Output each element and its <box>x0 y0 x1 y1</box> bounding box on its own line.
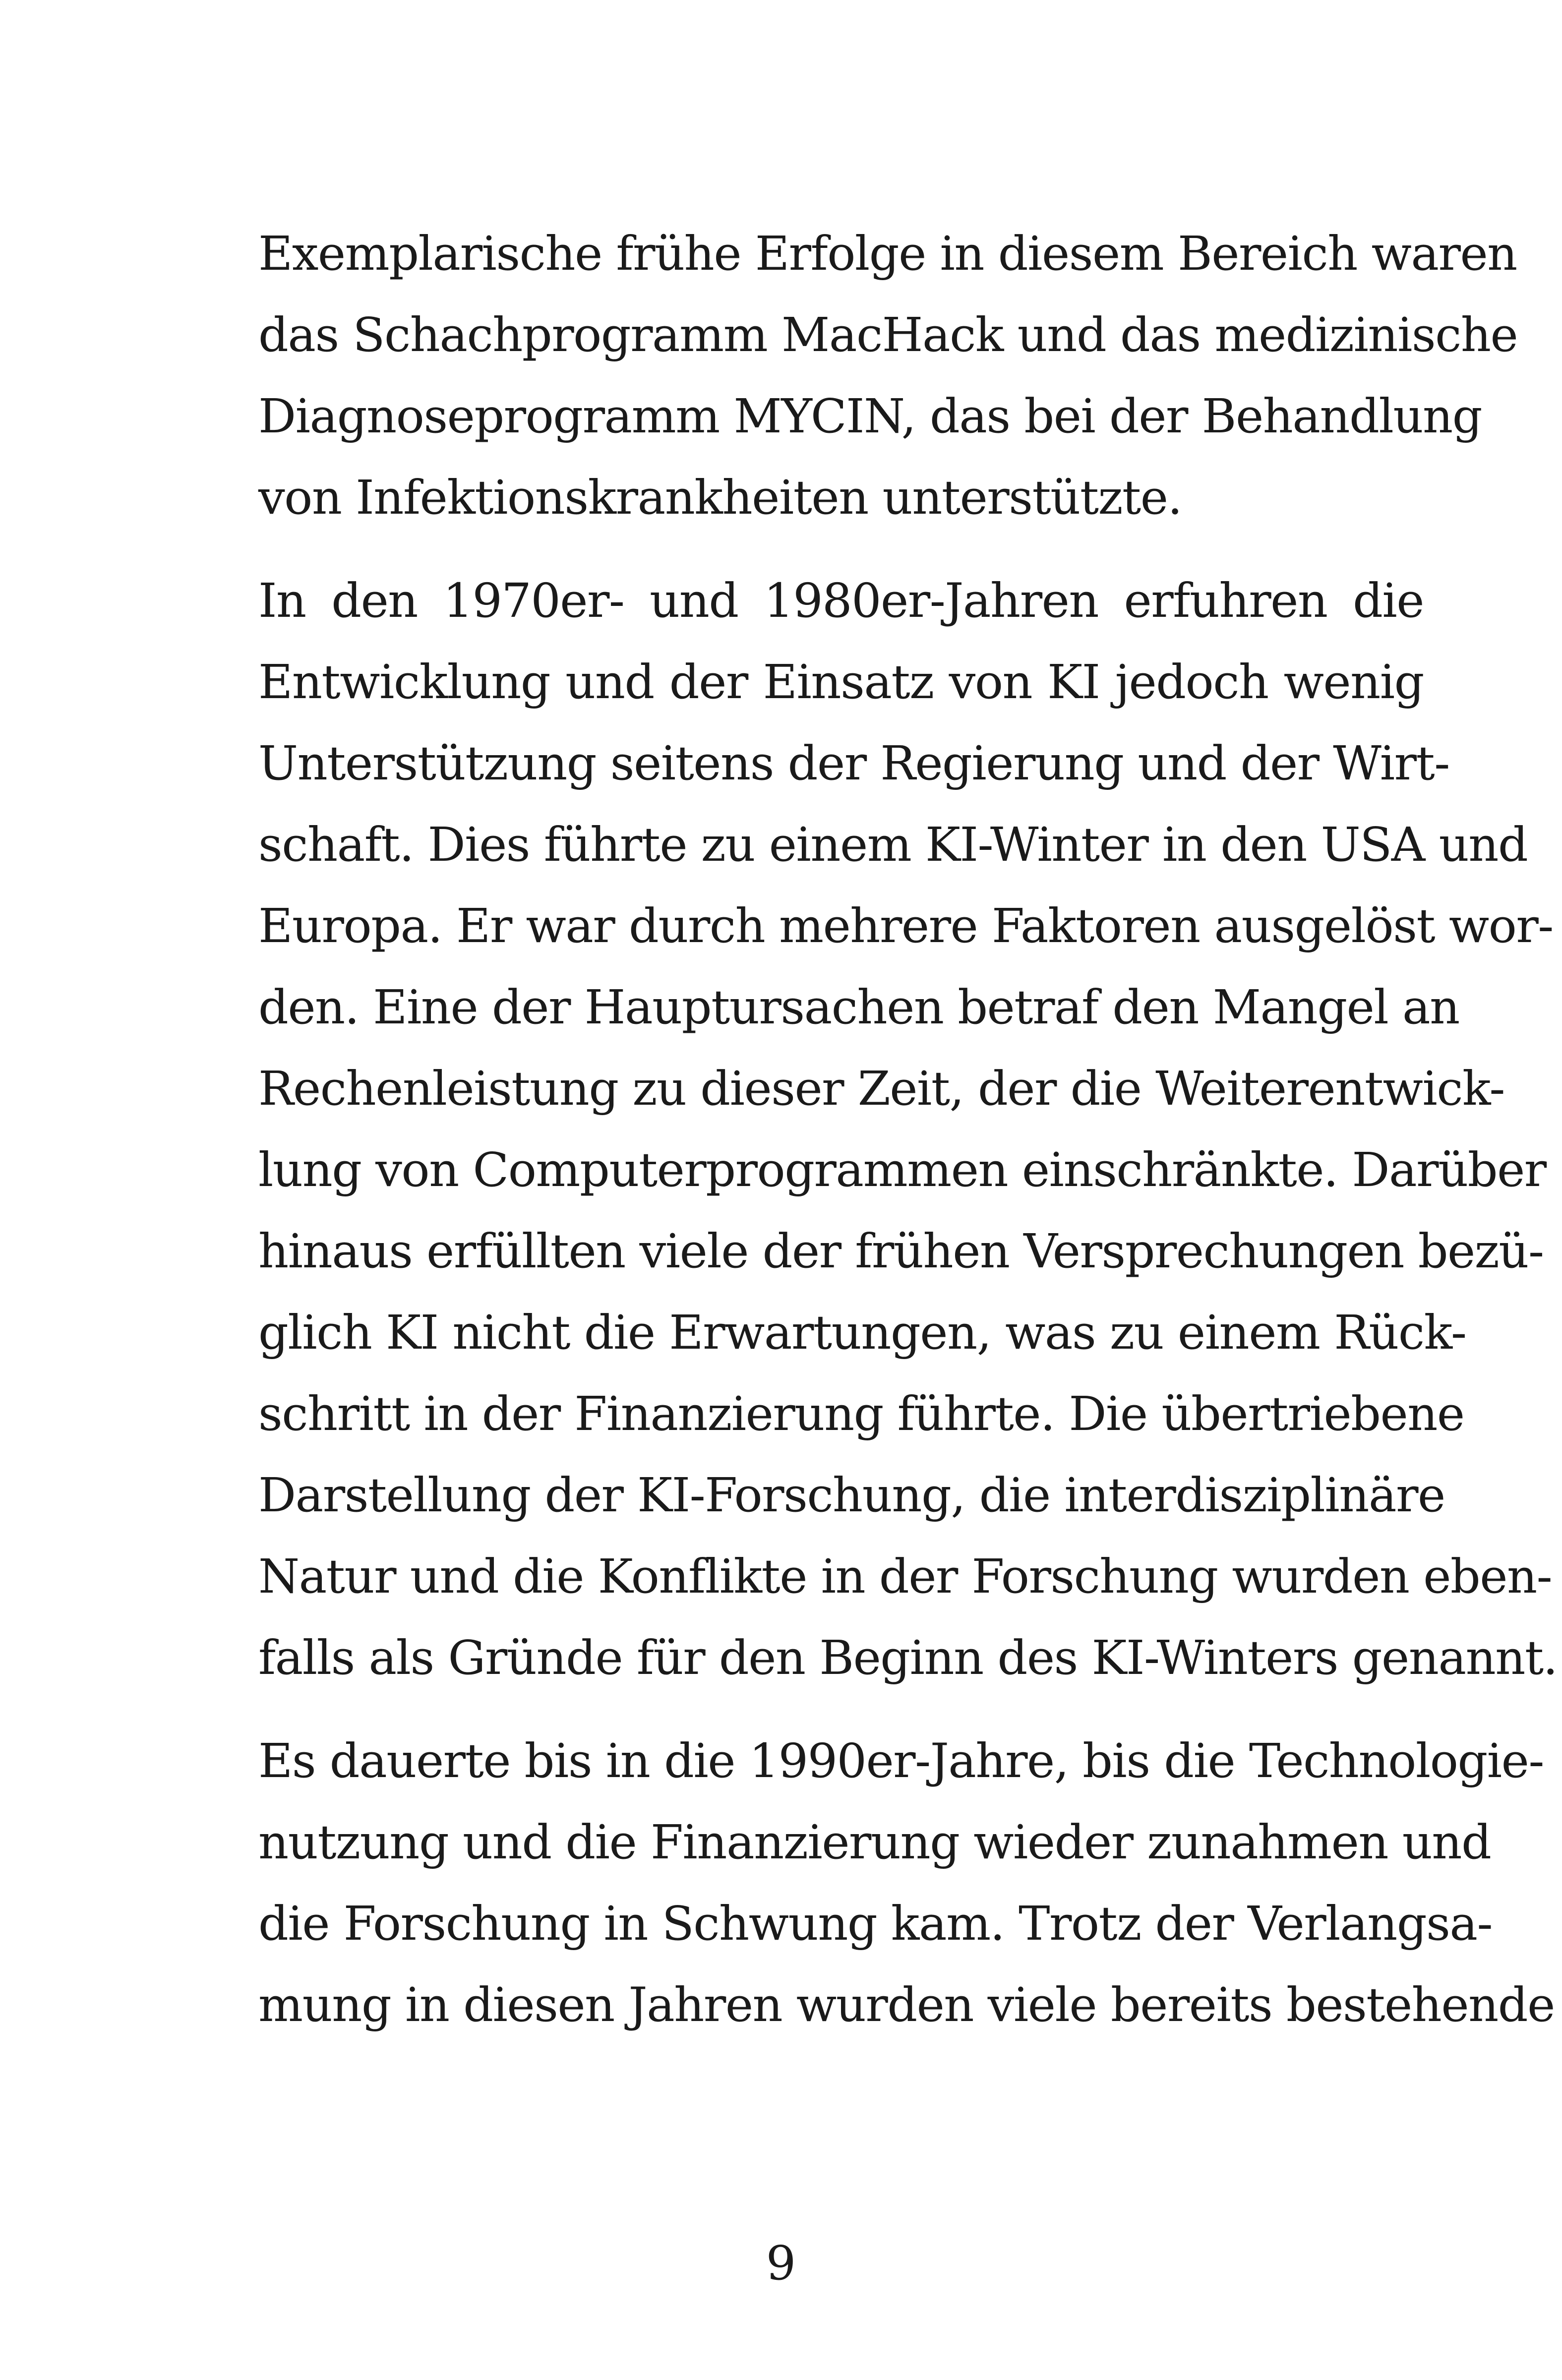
text-line: Darstellung der KI-Forschung, die interdisziplinäre <box>258 1468 1445 1523</box>
text-line: Unterstützung seitens der Regierung und der Wirt- <box>258 736 1449 791</box>
text-line: Europa. Er war durch mehrere Faktoren ausgelöst wor- <box>258 899 1553 953</box>
text-line: In den 1970er- und 1980er-Jahren erfuhren die <box>258 574 1424 628</box>
page-number: 9 <box>766 2236 796 2291</box>
paragraph-2 <box>258 560 1558 1699</box>
text-line: schritt in der Finanzierung führte. Die übertriebene <box>258 1387 1464 1441</box>
text-line: nutzung und die Finanzierung wieder zunahmen und <box>258 1815 1491 1870</box>
text-line: Rechenleistung zu dieser Zeit, der die Weiterentwick- <box>258 1062 1505 1116</box>
paragraph-3 <box>258 1721 1555 2046</box>
text-line: schaft. Dies führte zu einem KI-Winter in den USA und <box>258 818 1528 872</box>
text-line: die Forschung in Schwung kam. Trotz der Verlangsa- <box>258 1897 1493 1951</box>
text-line: lung von Computerprogrammen einschränkte. Darüber <box>258 1143 1546 1197</box>
text-line: Es dauerte bis in die 1990er-Jahre, bis die Technologie- <box>258 1734 1544 1788</box>
text-line: das Schachprogramm MacHack und das medizinische <box>258 308 1518 362</box>
text-line: Natur und die Konflikte in der Forschung wurden eben- <box>258 1549 1552 1604</box>
text-line: glich KI nicht die Erwartungen, was zu einem Rück- <box>258 1306 1466 1360</box>
body-text <box>258 213 1558 2068</box>
text-line: Exemplarische frühe Erfolge in diesem Bereich waren <box>258 227 1517 281</box>
text-line: hinaus erfüllten viele der frühen Versprechungen bezü- <box>258 1224 1544 1279</box>
text-line: den. Eine der Hauptursachen betraf den Mangel an <box>258 980 1459 1035</box>
text-line: von Infektionskrankheiten unterstützte. <box>258 471 1182 525</box>
text-line: mung in diesen Jahren wurden viele bereits bestehende <box>258 1978 1555 2032</box>
text-line: Entwicklung und der Einsatz von KI jedoch wenig <box>258 655 1424 710</box>
text-line: Diagnoseprogramm MYCIN, das bei der Behandlung <box>258 389 1482 444</box>
text-line: falls als Gründe für den Beginn des KI-Winters genannt. <box>258 1631 1558 1685</box>
paragraph-1 <box>258 213 1518 538</box>
